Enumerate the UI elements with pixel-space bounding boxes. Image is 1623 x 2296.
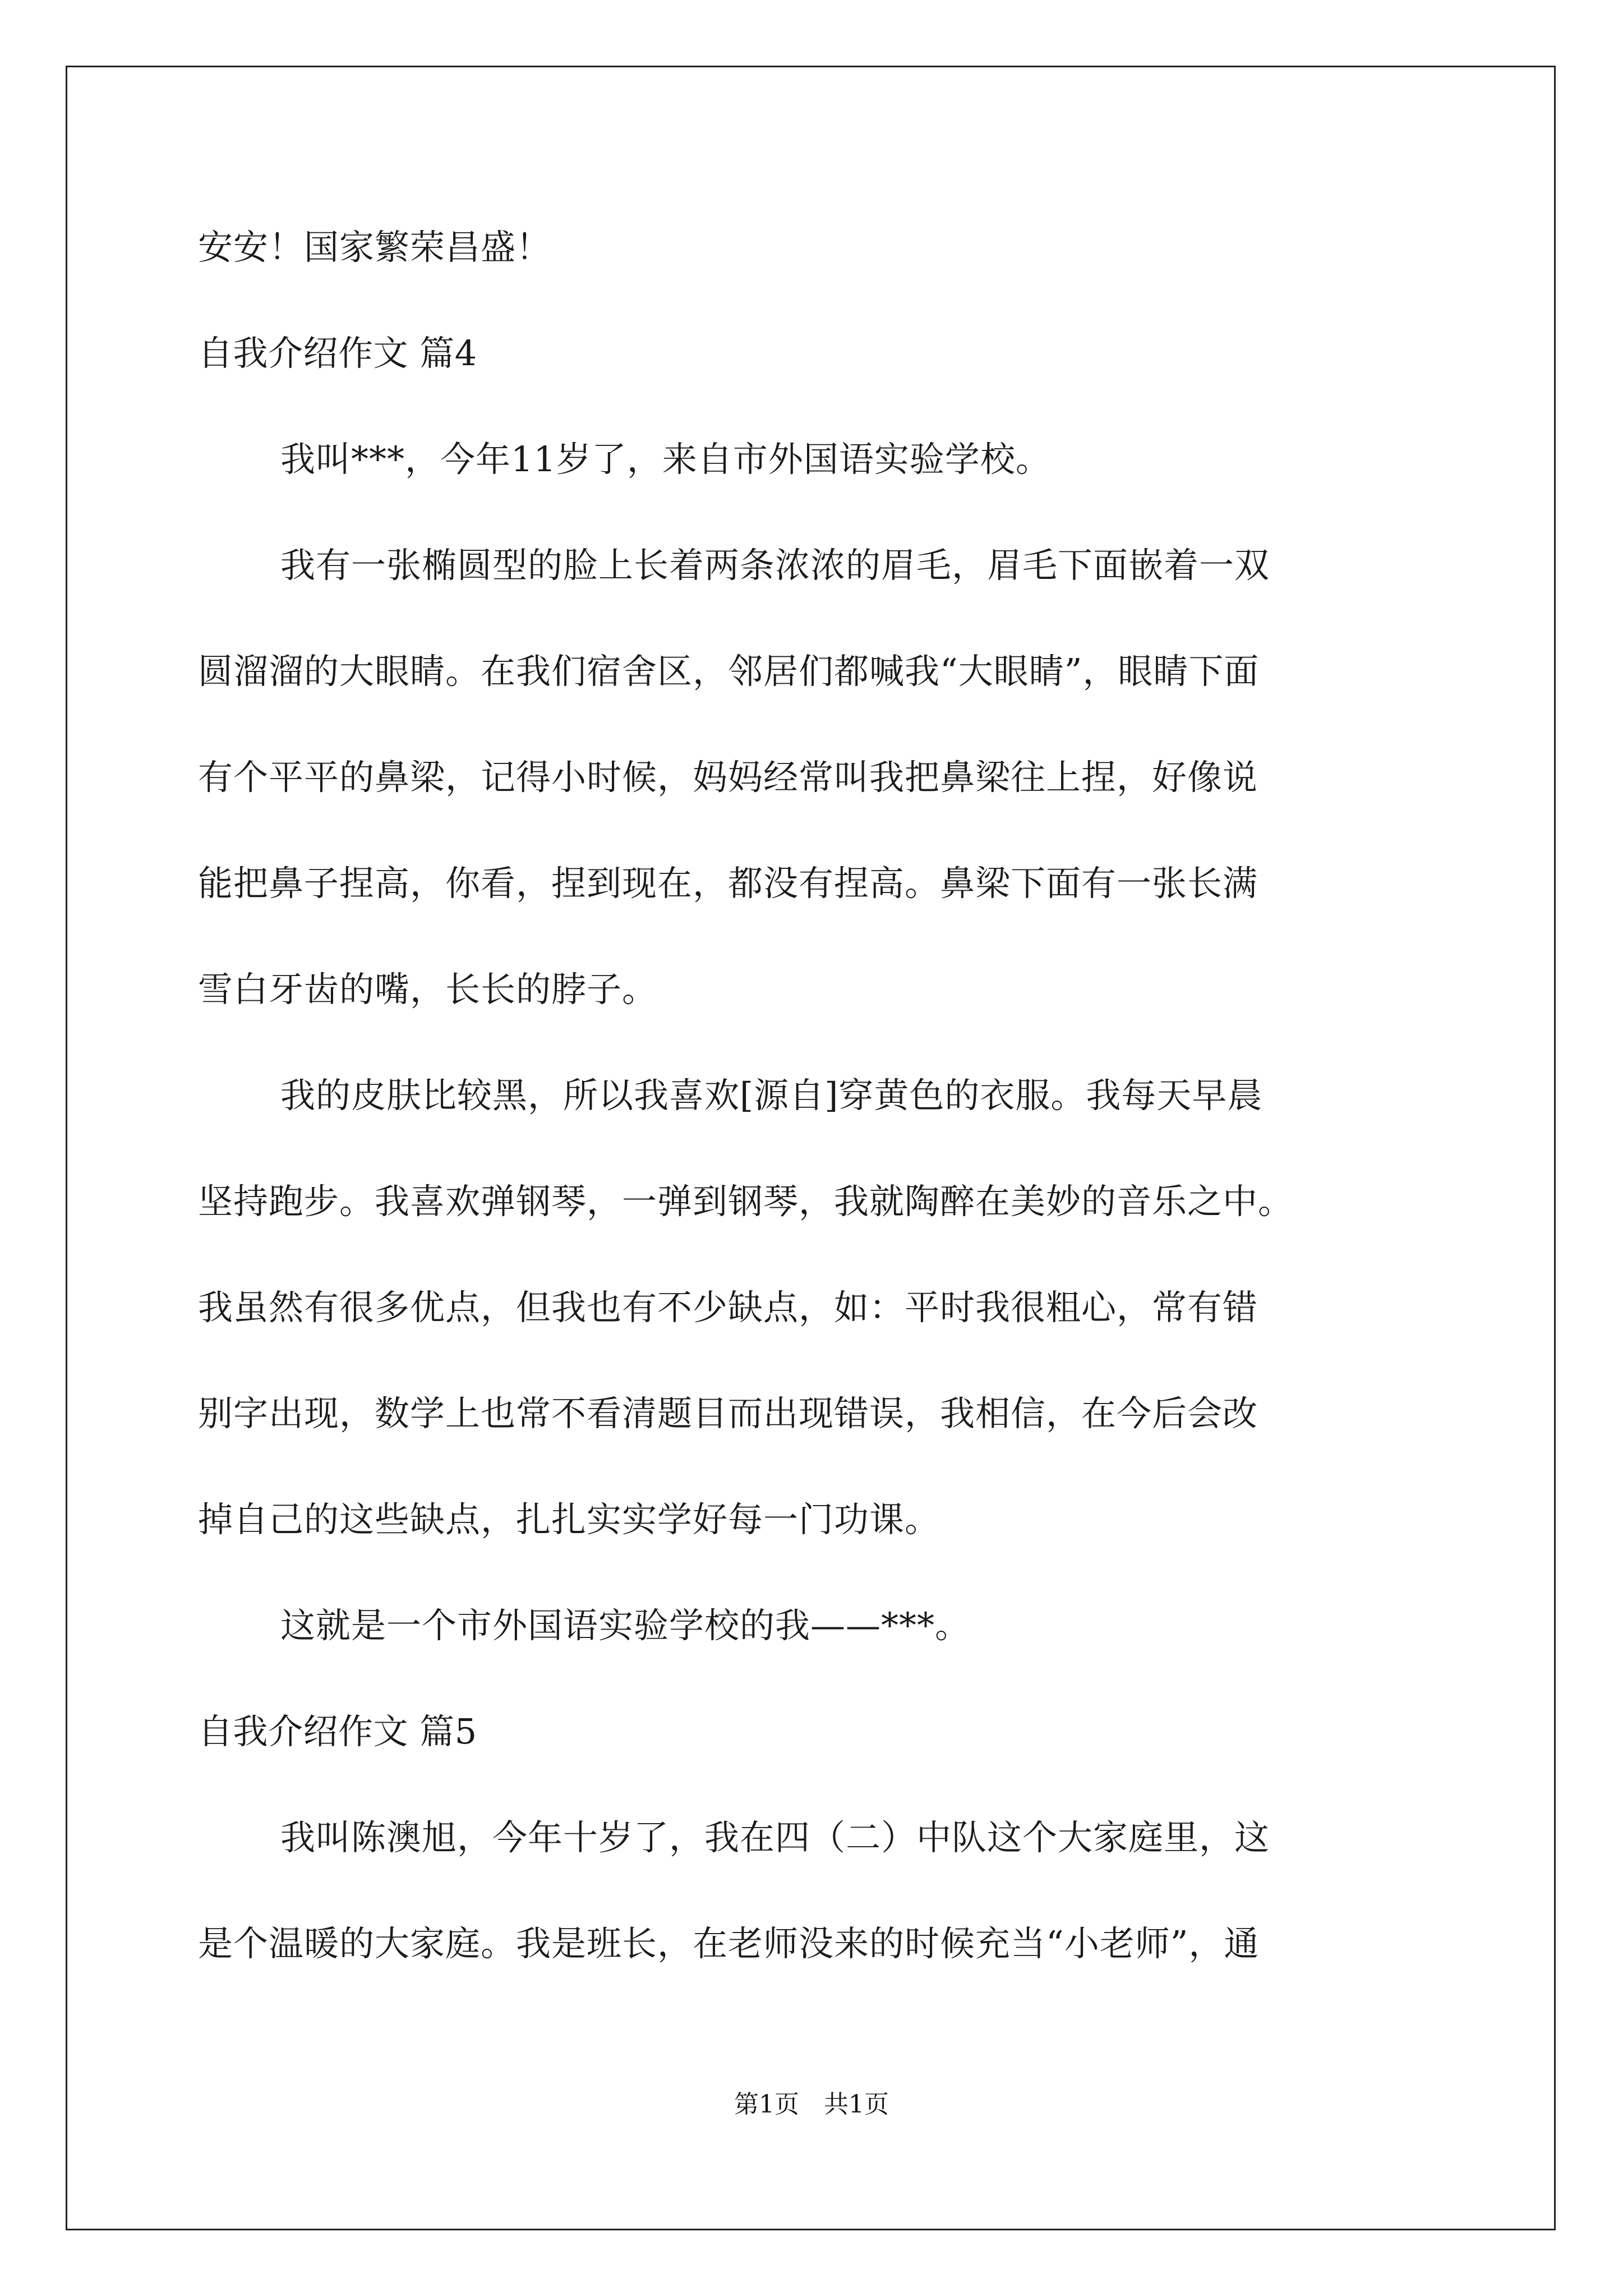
paragraph-line: 坚持跑步。我喜欢弹钢琴，一弹到钢琴，我就陶醉在美妙的音乐之中。: [198, 1181, 1294, 1222]
section-heading: 自我介绍作文 篇5: [198, 1711, 477, 1752]
paragraph-line: 雪白牙齿的嘴，长长的脖子。: [198, 969, 658, 1010]
text-line: 安安！国家繁荣昌盛！: [198, 227, 552, 268]
paragraph-line: 掉自己的这些缺点，扎扎实实学好每一门功课。: [198, 1499, 940, 1540]
paragraph-line: 别字出现，数学上也常不看清题目而出现错误，我相信，在今后会改: [198, 1393, 1258, 1434]
paragraph-line: 我叫***，今年11岁了，来自市外国语实验学校。: [280, 439, 1051, 480]
paragraph-line: 是个温暖的大家庭。我是班长，在老师没来的时候充当“小老师”，通: [198, 1923, 1260, 1964]
paragraph-line: 我的皮肤比较黑，所以我喜欢[源自]穿黄色的衣服。我每天早晨: [280, 1075, 1263, 1116]
paragraph-line: 我有一张椭圆型的脸上长着两条浓浓的眉毛，眉毛下面嵌着一双: [280, 545, 1270, 586]
paragraph-line: 有个平平的鼻梁，记得小时候，妈妈经常叫我把鼻梁往上捏，好像说: [198, 757, 1258, 798]
paragraph-line: 我叫陈澳旭，今年十岁了，我在四（二）中队这个大家庭里，这: [280, 1817, 1270, 1858]
page-number-footer: 第1页 共1页: [734, 2090, 889, 2119]
paragraph-line: 我虽然有很多优点，但我也有不少缺点，如：平时我很粗心，常有错: [198, 1287, 1258, 1328]
paragraph-line: 能把鼻子捏高，你看，捏到现在，都没有捏高。鼻梁下面有一张长满: [198, 863, 1258, 904]
paragraph-line: 这就是一个市外国语实验学校的我——***。: [280, 1605, 971, 1646]
document-body: [198, 220, 1432, 2023]
section-heading: 自我介绍作文 篇4: [198, 333, 477, 374]
paragraph-line: 圆溜溜的大眼睛。在我们宿舍区，邻居们都喊我“大眼睛”，眼睛下面: [198, 651, 1260, 692]
